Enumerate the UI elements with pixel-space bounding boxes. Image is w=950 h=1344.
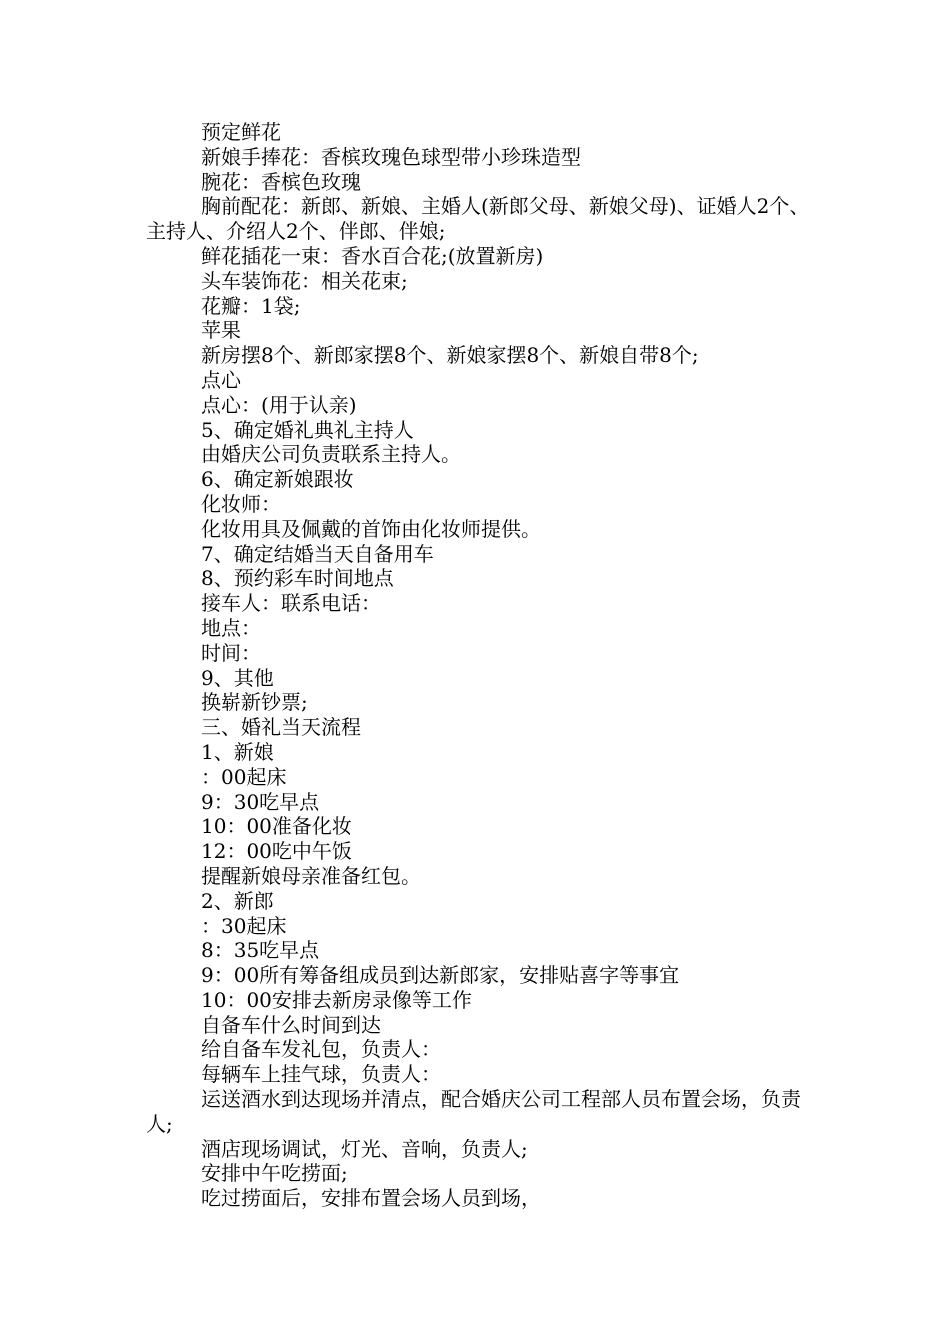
paragraph: 三、婚礼当天流程 [201,715,361,740]
paragraph: ：00起床 [201,764,287,789]
paragraph: 9：00所有筹备组成员到达新郎家，安排贴喜字等事宜 [201,963,680,988]
paragraph: 新房摆8个、新郎家摆8个、新娘家摆8个、新娘自带8个; [201,343,699,368]
paragraph: 8、预约彩车时间地点 [201,566,394,591]
paragraph: 10：00安排去新房录像等工作 [201,987,472,1012]
paragraph: 每辆车上挂气球，负责人： [201,1062,441,1087]
paragraph: 点心：(用于认亲) [201,392,357,417]
paragraph: 给自备车发礼包，负责人： [201,1037,441,1062]
paragraph: 自备车什么时间到达 [201,1012,381,1037]
paragraph: 新娘手捧花：香槟玫瑰色球型带小珍珠造型 [201,144,581,169]
paragraph: ：30起床 [201,913,287,938]
paragraph: 8：35吃早点 [201,938,320,963]
paragraph: 酒店现场调试，灯光、音响，负责人; [201,1136,528,1161]
paragraph: 9、其他 [201,665,274,690]
paragraph: 头车装饰花：相关花束; [201,268,408,293]
paragraph: 10：00准备化妆 [201,814,352,839]
paragraph: 安排中午吃捞面; [201,1161,348,1186]
paragraph: 换崭新钞票; [201,690,308,715]
paragraph: 运送酒水到达现场并清点，配合婚庆公司工程部人员布置会场，负责人; [146,1087,801,1136]
paragraph: 点心 [201,367,241,392]
paragraph: 吃过捞面后，安排布置会场人员到场， [201,1186,541,1211]
paragraph: 预定鲜花 [201,120,281,144]
paragraph: 苹果 [201,318,241,343]
paragraph: 时间： [201,640,261,665]
paragraph: 6、确定新娘跟妆 [201,467,354,492]
paragraph: 12：00吃中午饭 [201,839,352,864]
document-body [146,120,822,1211]
paragraph: 9：30吃早点 [201,789,320,814]
paragraph: 化妆师： [201,491,281,516]
paragraph: 由婚庆公司负责联系主持人。 [201,442,461,467]
paragraph: 接车人：联系电话： [201,591,381,616]
paragraph: 2、新郎 [201,888,274,913]
paragraph: 7、确定结婚当天自备用车 [201,541,434,566]
paragraph: 5、确定婚礼典礼主持人 [201,417,414,442]
paragraph: 提醒新娘母亲准备红包。 [201,863,421,888]
paragraph: 化妆用具及佩戴的首饰由化妆师提供。 [201,516,541,541]
paragraph: 胸前配花：新郎、新娘、主婚人(新郎父母、新娘父母)、证婚人2个、主持人、介绍人2个、伴郎、伴娘; [146,194,810,244]
paragraph: 地点： [201,615,261,640]
paragraph: 花瓣：1袋; [201,293,301,318]
paragraph: 1、新娘 [201,739,274,764]
paragraph: 鲜花插花一束：香水百合花;(放置新房) [201,243,544,268]
paragraph: 腕花：香槟色玫瑰 [201,169,361,194]
